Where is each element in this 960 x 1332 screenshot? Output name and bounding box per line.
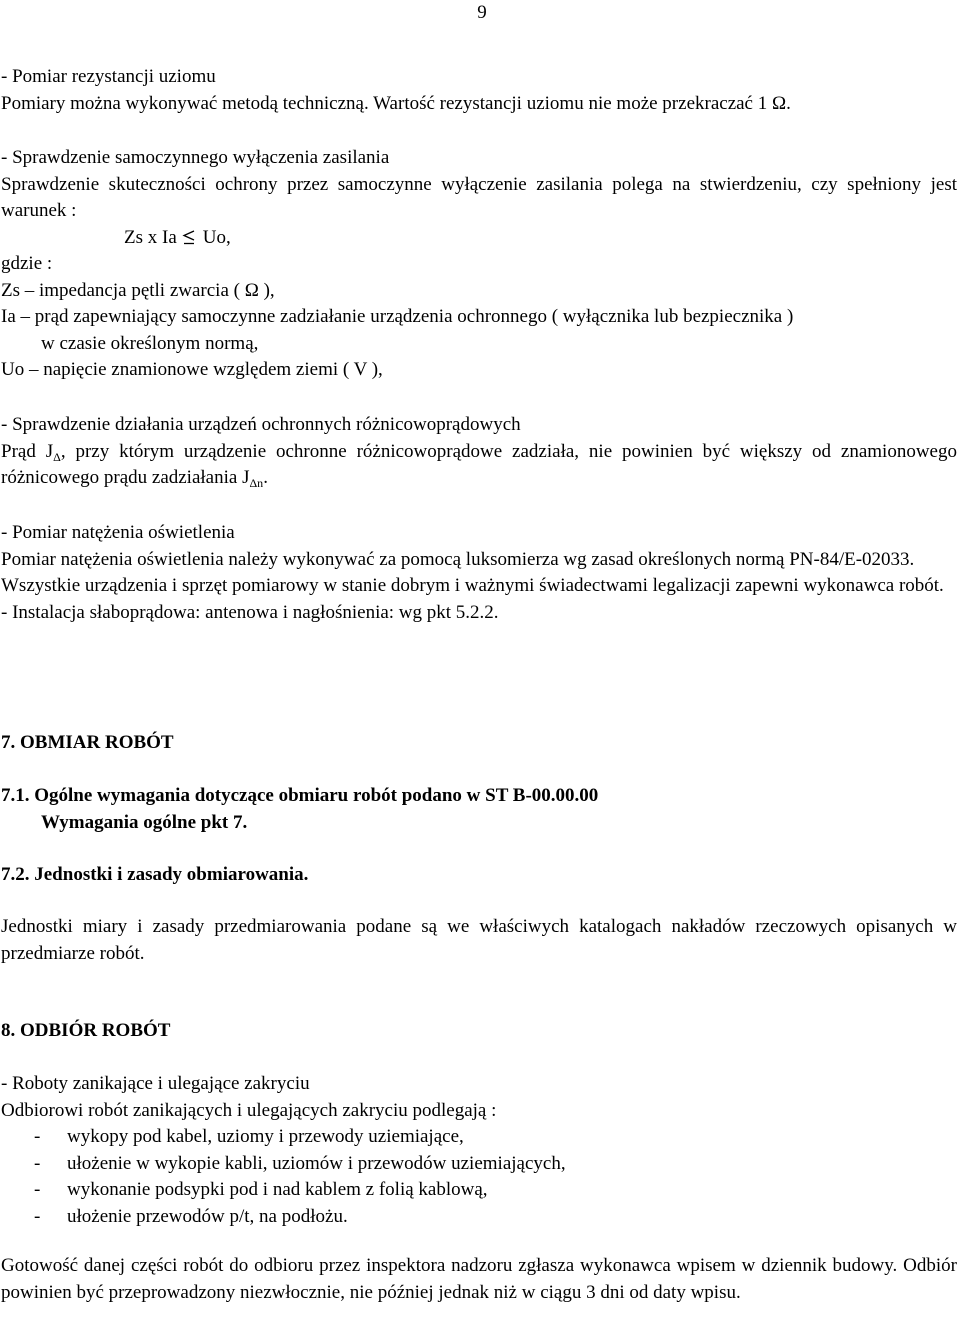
section-7-1 — [1, 783, 957, 836]
rcd-heading: - Sprawdzenie działania urządzeń ochronnych różnicowoprądowych — [1, 414, 521, 435]
definition-uo: Uo – napięcie znamionowe względem ziemi ( V ), — [1, 359, 383, 380]
section-7-2-text — [1, 914, 957, 967]
section-lighting — [1, 520, 957, 626]
formula-right: Uo, — [202, 226, 231, 248]
hidden-works-intro: Odbiorowi robót zanikających i ulegających zakryciu podlegają : — [1, 1099, 497, 1121]
definition-zs: Zs – impedancja pętli zwarcia ( Ω ), — [1, 279, 275, 301]
list-item-text: ułożenie przewodów p/t, na podłożu. — [67, 1205, 348, 1227]
formula — [1, 225, 957, 252]
rcd-text — [1, 439, 957, 492]
section-grounding-resistance — [1, 64, 957, 117]
section-7-1-sub: Wymagania ogólne pkt 7. — [41, 811, 248, 833]
hidden-works-heading: - Roboty zanikające i ulegające zakryciu — [1, 1073, 310, 1094]
low-current-text: - Instalacja słaboprądowa: antenowa i nagłośnienia: wg pkt 5.2.2. — [1, 601, 499, 623]
section-8-final — [1, 1253, 957, 1306]
where-label: gdzie : — [1, 253, 53, 274]
auto-disconnect-heading: - Sprawdzenie samoczynnego wyłączenia zasilania — [1, 147, 390, 168]
equipment-text: Wszystkie urządzenia i sprzęt pomiarowy w stanie dobrym i ważnymi świadectwami legalizacji zapewni wykonawca robót. — [1, 575, 944, 596]
less-or-equal-icon — [181, 229, 197, 245]
rcd-sub-a: Δ — [53, 449, 61, 464]
section-7-heading: 7. OBMIAR ROBÓT — [1, 732, 174, 753]
final-text: Gotowość danej części robót do odbioru przez inspektora nadzoru zgłasza wykonawca wpisem w dziennik budowy. Odbiór powinien być przeprowadzony niezwłocznie, nie później jednak niż w ciągu 3 dni od daty wpisu. — [1, 1255, 957, 1303]
rcd-sub-b: Δn — [249, 476, 264, 490]
rcd-text-c: . — [263, 467, 268, 488]
formula-left: Zs x Ia — [124, 226, 177, 248]
list-dash: - — [34, 1126, 41, 1147]
grounding-heading: - Pomiar rezystancji uziomu — [1, 66, 216, 87]
list-item-text: ułożenie w wykopie kabli, uziomów i przewodów uziemiających, — [67, 1152, 566, 1174]
rcd-text-a: Prąd J — [1, 440, 54, 462]
list-dash: - — [34, 1152, 41, 1174]
section-7-2-heading: 7.2. Jednostki i zasady obmiarowania. — [1, 864, 309, 885]
section-rcd-test — [1, 412, 957, 492]
list-dash: - — [34, 1205, 41, 1227]
section-8-heading: 8. ODBIÓR ROBÓT — [1, 1020, 171, 1041]
units-text: Jednostki miary i zasady przedmiarowania podane są we właściwych katalogach nakładów rzeczowych opisanych w przedmiarze robót. — [1, 916, 957, 964]
list-item — [1, 1151, 957, 1178]
auto-disconnect-text: Sprawdzenie skuteczności ochrony przez samoczynne wyłączenie zasilania polega na stwierdzeniu, czy spełniony jest warunek : — [1, 173, 957, 221]
list-item — [1, 1124, 957, 1151]
page-number: 9 — [477, 2, 487, 23]
section-7-1-heading: 7.1. Ogólne wymagania dotyczące obmiaru robót podano w ST B-00.00.00 — [1, 785, 599, 806]
rcd-text-b: , przy którym urządzenie ochronne różnicowoprądowe zadziała, nie powinien być większy od znamionowego różnicowego prądu zadziałania J — [1, 440, 957, 488]
lighting-text: Pomiar natężenia oświetlenia należy wykonywać za pomocą luksomierza wg zasad określonych normą PN-84/E-02033. — [1, 548, 915, 570]
section-auto-disconnect — [1, 145, 957, 384]
list-dash: - — [34, 1179, 41, 1200]
section-8-body — [1, 1071, 957, 1230]
list-item — [1, 1204, 957, 1231]
list-item — [1, 1177, 957, 1204]
definition-ia-cont: w czasie określonym normą, — [41, 332, 259, 354]
list-item-text: wykopy pod kabel, uziomy i przewody uziemiające, — [67, 1126, 464, 1147]
list-item-text: wykonanie podsypki pod i nad kablem z folią kablową, — [67, 1179, 488, 1200]
grounding-text: Pomiary można wykonywać metodą techniczną. Wartość rezystancji uziomu nie może przekraczać 1 Ω. — [1, 92, 791, 114]
lighting-heading: - Pomiar natężenia oświetlenia — [1, 522, 235, 543]
definition-ia: Ia – prąd zapewniający samoczynne zadziałanie urządzenia ochronnego ( wyłącznika lub bezpiecznika ) — [1, 306, 794, 327]
